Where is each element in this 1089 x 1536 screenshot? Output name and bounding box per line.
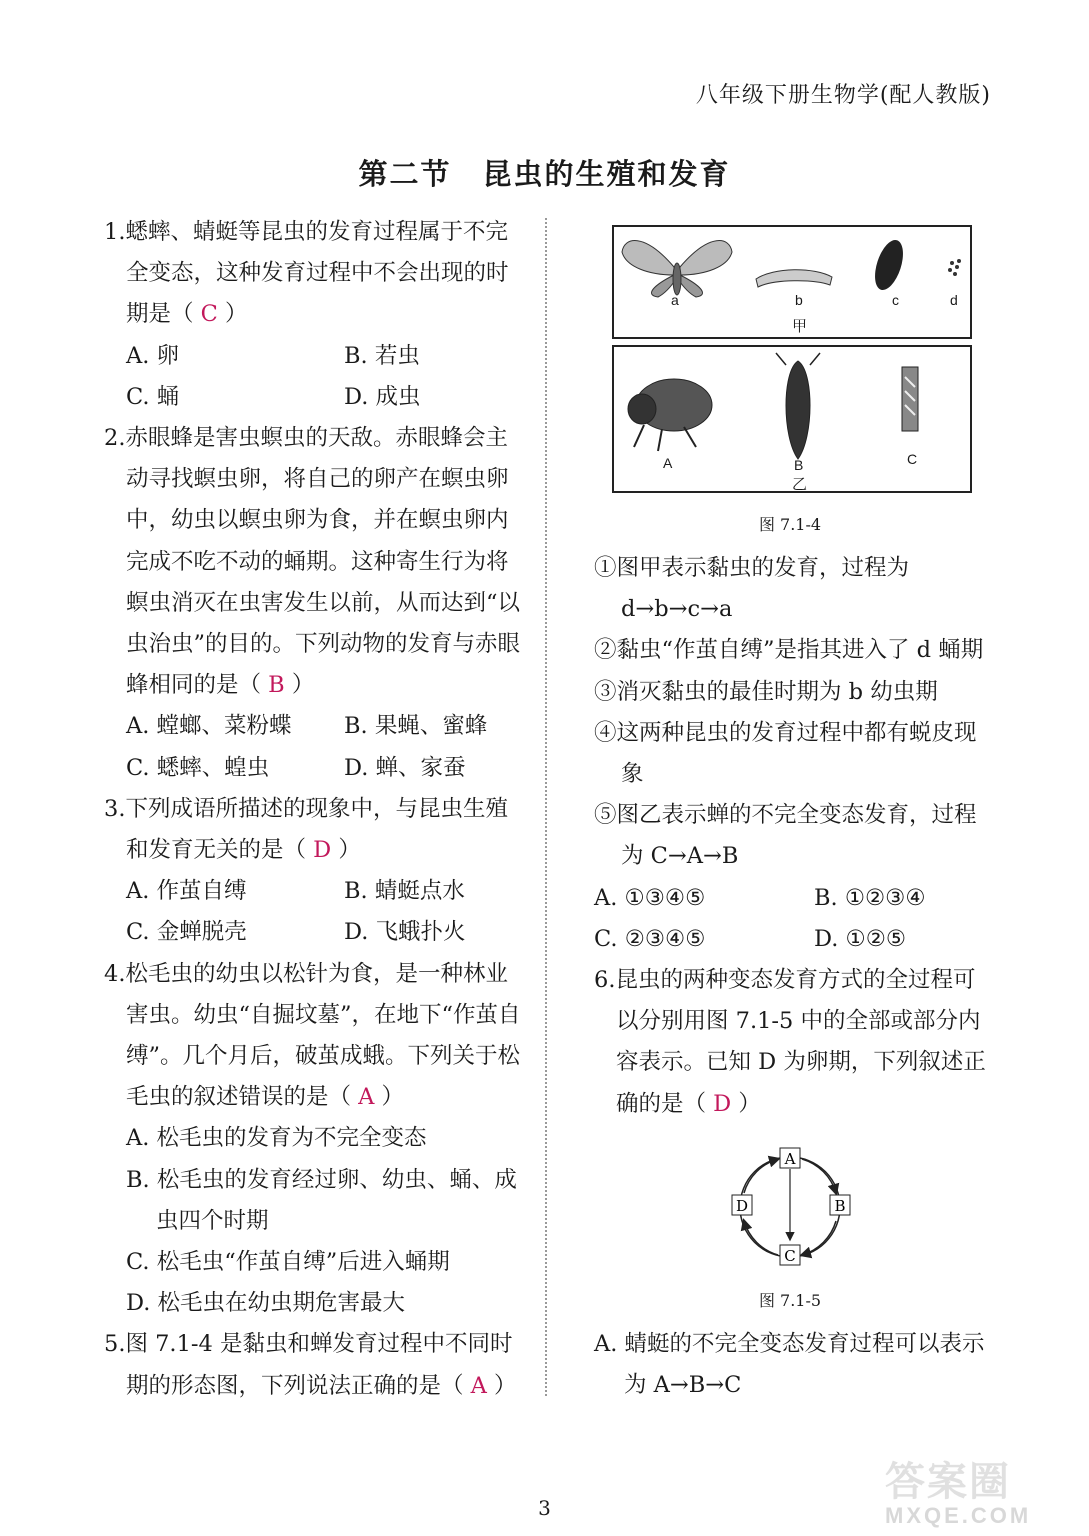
option: A. 蜻蜓的不完全变态发育过程可以表示为 A→B→C bbox=[594, 1331, 985, 1399]
page-header: 八年级下册生物学(配人教版) bbox=[695, 83, 991, 108]
options-grid bbox=[104, 336, 524, 418]
option: A. ①③④⑤ bbox=[594, 884, 706, 911]
answer-mark: D bbox=[313, 837, 332, 864]
stem-close: ） bbox=[284, 672, 315, 699]
options-grid bbox=[104, 706, 524, 788]
question-6-stem bbox=[594, 960, 994, 1125]
stem-close: ） bbox=[731, 1090, 761, 1117]
answer-mark: C bbox=[200, 301, 218, 328]
pupa-icon bbox=[870, 237, 909, 294]
option: D. 蝉、家蚕 bbox=[344, 754, 466, 781]
option: C. ②③④⑤ bbox=[594, 925, 706, 952]
option: C. 蟋蟀、蝗虫 bbox=[126, 754, 270, 781]
arrow-d-to-a bbox=[744, 1159, 778, 1193]
option: B. 若虫 bbox=[344, 342, 420, 369]
node-label: D bbox=[735, 1197, 749, 1215]
option: B. 松毛虫的发育经过卵、幼虫、蛹、成虫四个时期 bbox=[126, 1166, 517, 1234]
stem-text: 2.赤眼蜂是害虫螟虫的天敌。赤眼蜂会主动寻找螟虫卵，将自己的卵产在螟虫卵中，幼虫以螟虫卵为食，并在螟虫卵内完成不吃不动的蛹期。这种寄生行为将螟虫消灭在虫害发生以前，从而达到“以虫治虫”的目的。下列动物的发育与赤眼蜂相同的是（ bbox=[104, 425, 521, 699]
option: A. 松毛虫的发育为不完全变态 bbox=[126, 1125, 427, 1152]
option: C. 金蝉脱壳 bbox=[126, 919, 247, 946]
question-5 bbox=[104, 1324, 524, 1406]
answer-mark: A bbox=[358, 1084, 375, 1111]
figure-label: c bbox=[892, 292, 899, 308]
option: B. 果蝇、蜜蜂 bbox=[344, 713, 488, 740]
question-1-stem bbox=[104, 212, 524, 336]
statement: ②黏虫“作茧自缚”是指其进入了 d 蛹期 bbox=[594, 637, 984, 664]
stem-close: ） bbox=[486, 1372, 517, 1399]
figure-label: B bbox=[794, 457, 804, 473]
option: A. 卵 bbox=[126, 342, 180, 369]
question-2 bbox=[104, 418, 524, 789]
option: B. ①②③④ bbox=[814, 884, 926, 911]
figure-panel-jia bbox=[612, 225, 972, 339]
figure-label: a bbox=[671, 292, 679, 308]
option: D. ①②⑤ bbox=[814, 925, 907, 952]
statement: ⑤图乙表示蝉的不完全变态发育，过程为 C→A→B bbox=[594, 802, 977, 870]
arrow-a-to-b bbox=[802, 1159, 836, 1193]
figure-label: d bbox=[950, 292, 958, 308]
stem-text: 1.蟋蟀、蜻蜓等昆虫的发育过程属于不完全变态，这种发育过程中不会出现的时期是（ bbox=[104, 219, 509, 328]
question-3 bbox=[104, 789, 524, 954]
figure-caption: 图 7.1-5 bbox=[758, 1291, 822, 1310]
watermark-bottom: MXQE.COM bbox=[885, 1503, 1032, 1528]
options-grid bbox=[104, 871, 524, 953]
stem-close: ） bbox=[374, 1084, 405, 1111]
left-column bbox=[104, 212, 524, 1407]
larva-icon bbox=[756, 270, 832, 287]
adult-cicada-icon bbox=[776, 353, 820, 459]
option: A. 螳螂、菜粉蝶 bbox=[126, 713, 292, 740]
arrow-b-to-c bbox=[802, 1221, 836, 1255]
eggs-icon bbox=[948, 259, 961, 276]
node-label: B bbox=[834, 1197, 846, 1215]
panel-label: 甲 bbox=[792, 317, 808, 335]
nymph-icon bbox=[628, 379, 712, 451]
arrow-c-to-d bbox=[744, 1221, 778, 1255]
figure-label: A bbox=[663, 455, 673, 471]
stem-close: ） bbox=[217, 301, 248, 328]
stem-text: 6.昆虫的两种变态发育方式的全过程可以分别用图 7.1-5 中的全部或部分内容表示。已知 D 为卵期，下列叙述正确的是（ bbox=[594, 967, 986, 1117]
option: D. 飞蛾扑火 bbox=[344, 919, 466, 946]
option: B. 蜻蜓点水 bbox=[344, 878, 465, 905]
node-label: A bbox=[784, 1150, 796, 1168]
question-4 bbox=[104, 954, 524, 1325]
panel-label: 乙 bbox=[792, 475, 808, 493]
column-divider bbox=[545, 218, 547, 1396]
answer-mark: A bbox=[470, 1372, 487, 1399]
question-6 bbox=[594, 960, 994, 1125]
answer-mark: D bbox=[713, 1090, 732, 1117]
question-5-stem bbox=[104, 1324, 524, 1406]
moth-icon bbox=[622, 241, 732, 297]
option: A. 作茧自缚 bbox=[126, 878, 247, 905]
right-column bbox=[594, 548, 994, 1125]
stem-text: 5.图 7.1-4 是黏虫和蝉发育过程中不同时期的形态图，下列说法正确的是（ bbox=[104, 1331, 513, 1399]
options-grid bbox=[594, 878, 994, 960]
question-6-options bbox=[594, 1324, 994, 1406]
option: C. 蛹 bbox=[126, 383, 180, 410]
development-cycle-diagram bbox=[720, 1145, 860, 1275]
node-label: C bbox=[784, 1247, 796, 1265]
stem-close: ） bbox=[331, 837, 361, 864]
question-4-stem bbox=[104, 954, 524, 1119]
site-watermark bbox=[885, 1460, 1075, 1530]
statement: ④这两种昆虫的发育过程中都有蜕皮现象 bbox=[594, 719, 977, 788]
figure-caption: 图 7.1-4 bbox=[758, 515, 822, 534]
option: D. 松毛虫在幼虫期危害最大 bbox=[126, 1290, 406, 1317]
stem-text: 4.松毛虫的幼虫以松针为食，是一种林业害虫。幼虫“自掘坟墓”，在地下“作茧自缚”。几个月后，破茧成蛾。下列关于松毛虫的叙述错误的是（ bbox=[104, 960, 521, 1111]
section-title: 第二节 昆虫的生殖和发育 bbox=[358, 157, 731, 191]
question-1 bbox=[104, 212, 524, 418]
stem-text: 3.下列成语所描述的现象中，与昆虫生殖和发育无关的是（ bbox=[104, 795, 508, 864]
question-3-stem bbox=[104, 789, 524, 871]
figure-label: C bbox=[907, 451, 918, 467]
option: C. 松毛虫“作茧自缚”后进入蛹期 bbox=[126, 1249, 450, 1276]
statement: ③消灭黏虫的最佳时期为 b 幼虫期 bbox=[594, 678, 938, 705]
figure-panel-yi bbox=[612, 345, 972, 493]
option: D. 成虫 bbox=[344, 383, 421, 410]
watermark-top: 答案圈 bbox=[885, 1460, 1011, 1504]
answer-mark: B bbox=[268, 672, 285, 699]
page-number: 3 bbox=[538, 1496, 551, 1520]
question-2-stem bbox=[104, 418, 524, 706]
statement: ①图甲表示黏虫的发育，过程为 d→b→c→a bbox=[594, 555, 910, 623]
figure-label: b bbox=[795, 292, 803, 308]
eggs-in-twig-icon bbox=[902, 367, 918, 431]
